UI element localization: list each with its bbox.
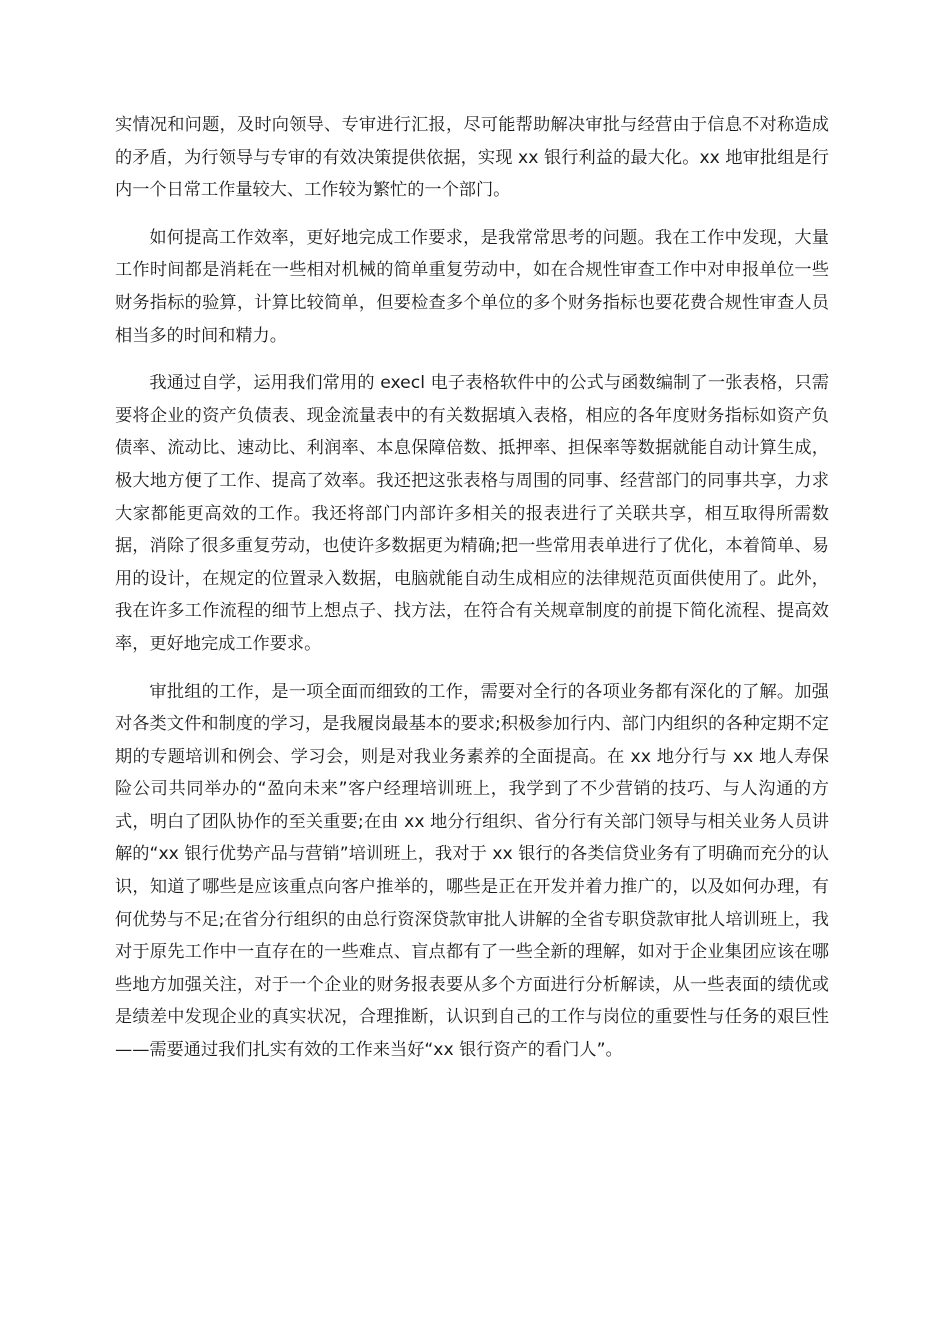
paragraph-spreadsheet: 我通过自学，运用我们常用的 execl 电子表格软件中的公式与函数编制了一张表格，只需要将企业的资产负债表、现金流量表中的有关数据填入表格，相应的各年度财务指标如资产负债率、流动比、速动比、利润率、本息保障倍数、抵押率、担保率等数据就能自动计算生成，极大地方便了工作、提高了效率。我还把这张表格与周围的同事、经营部门的同事共享，力求大家都能更高效的工作。我还将部门内部许多相关的报表进行了关联共享，相互取得所需数据，消除了很多重复劳动，也使许多数据更为精确;把一些常用表单进行了优化，本着简单、易用的设计，在规定的位置录入数据，电脑就能自动生成相应的法律规范页面供使用了。此外，我在许多工作流程的细节上想点子、找方法，在符合有关规章制度的前提下简化流程、提高效率，更好地完成工作要求。 — [115, 373, 829, 654]
paragraph-efficiency: 如何提高工作效率，更好地完成工作要求，是我常常思考的问题。我在工作中发现，大量工作时间都是消耗在一些相对机械的简单重复劳动中，如在合规性审查工作中对申报单位一些财务指标的验算，计算比较简单，但要检查多个单位的多个财务指标也要花费合规性审查人员相当多的时间和精力。 — [115, 227, 829, 346]
paragraph-continuation: 实情况和问题，及时向领导、专审进行汇报，尽可能帮助解决审批与经营由于信息不对称造成的矛盾，为行领导与专审的有效决策提供依据，实现 xx 银行利益的最大化。xx 地审批组是行内一个日常工作量较大、工作较为繁忙的一个部门。 — [115, 115, 829, 201]
paragraph-training: 审批组的工作，是一项全面而细致的工作，需要对全行的各项业务都有深化的了解。加强对各类文件和制度的学习，是我履岗最基本的要求;积极参加行内、部门内组织的各种定期不定期的专题培训和例会、学习会，则是对我业务素养的全面提高。在 xx 地分行与 xx 地人寿保险公司共同举办的“盈向未来”客户经理培训班上，我学到了不少营销的技巧、与人沟通的方式，明白了团队协作的至关重要;在由 xx 地分行组织、省分行有关部门领导与相关业务人员讲解的“xx 银行优势产品与营销”培训班上，我对于 xx 银行的各类信贷业务有了明确而充分的认识，知道了哪些是应该重点向客户推举的，哪些是正在开发并着力推广的，以及如何办理，有何优势与不足;在省分行组织的由总行资深贷款审批人讲解的全省专职贷款审批人培训班上，我对于原先工作中一直存在的一些难点、盲点都有了一些全新的理解，如对于企业集团应该在哪些地方加强关注，对于一个企业的财务报表要从多个方面进行分析解读，从一些表面的绩优或是绩差中发现企业的真实状况，合理推断，认识到自己的工作与岗位的重要性与任务的艰巨性——需要通过我们扎实有效的工作来当好“xx 银行资产的看门人”。 — [115, 681, 829, 1061]
document-page — [115, 109, 829, 1082]
